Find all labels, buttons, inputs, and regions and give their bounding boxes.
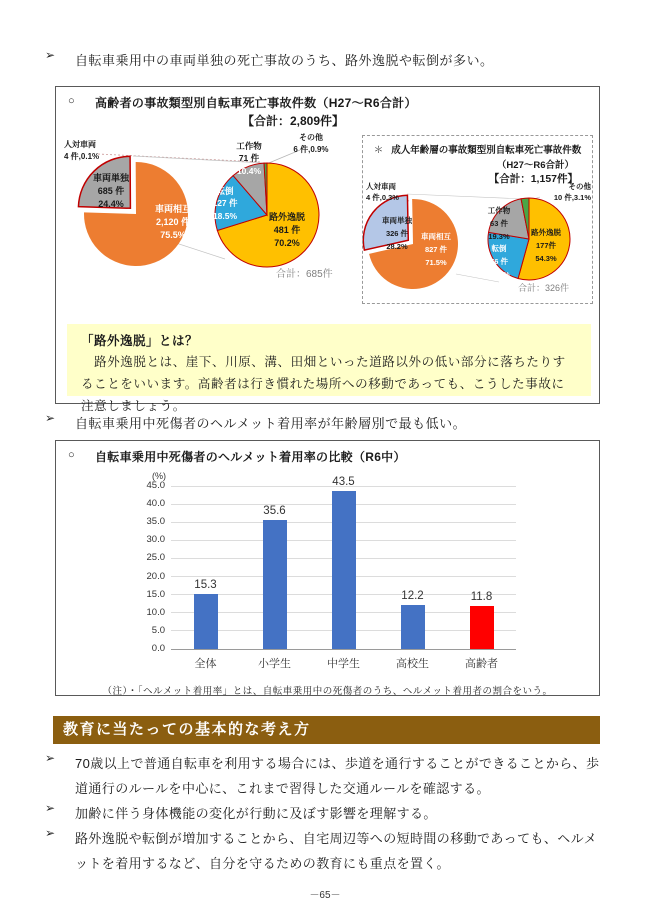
pie2-total-label: 合計：685件 <box>276 269 333 280</box>
bar-value-label: 43.5 <box>332 476 355 489</box>
slice-value: 127 件 <box>212 198 238 209</box>
panel-title: 自転車乗用中死傷者のヘルメット着用率の比較（R6中） <box>95 450 406 464</box>
slice-pct: 70.2% <box>274 238 300 249</box>
y-axis-tick-label: 15.0 <box>146 588 165 600</box>
slice-label: 路外逸脱 <box>531 228 561 237</box>
pie1-label-vehicle-single <box>83 172 139 211</box>
bar-全体 <box>194 594 218 649</box>
bar-value-label: 35.6 <box>263 505 286 518</box>
panel-title: 高齢者の事故類型別自転車死亡事故件数（H27～R6合計） <box>95 96 417 110</box>
circle-marker-icon: ○ <box>68 95 75 107</box>
pie2-label-structure-pct <box>224 165 274 177</box>
panel-total-label: 【合計：2,809件】 <box>242 114 345 128</box>
bullet-arrow-icon: ➢ <box>45 48 56 62</box>
panel-title-row <box>68 448 406 465</box>
slice-value: 326 件 <box>385 229 409 239</box>
y-axis-tick-label: 5.0 <box>151 624 165 636</box>
pie2-label-other <box>278 132 344 155</box>
slice-label: 車両相互 <box>154 204 191 214</box>
y-axis-tick-label: 10.0 <box>146 606 165 618</box>
bullet-text: 70歳以上で普通自転車を利用する場合には、歩道を通行することができることから、歩道通行のルールを中心に、これまで習得した交通ルールを確認する。 <box>75 756 600 796</box>
slice-value: 10 件,3.1% <box>553 193 591 203</box>
slice-pct: 28.2% <box>386 242 408 252</box>
asterisk-marker: ＊ <box>373 145 384 156</box>
chart-footnote: （注）・「ヘルメット着用率」とは、自転車乗用中の死傷者のうち、ヘルメット着用者の割合をいう。 <box>102 686 553 697</box>
definition-title: 「路外逸脱」とは？ <box>81 334 199 348</box>
page-number: －65－ <box>309 890 341 901</box>
slice-label: 人対車両 <box>64 140 96 149</box>
slice-label: その他 <box>568 182 591 191</box>
education-bullet-2 <box>45 801 602 826</box>
y-axis-tick-label: 40.0 <box>146 498 165 510</box>
slice-value: 63 件 <box>490 219 508 229</box>
pie2-label-off-road <box>255 211 319 250</box>
subpanel-title <box>363 142 592 156</box>
pie3-label-person-vs-vehicle <box>366 181 436 204</box>
slice-pct: 75.5% <box>160 230 186 241</box>
bullet-arrow-icon: ➢ <box>45 826 56 840</box>
y-axis-tick-label: 20.0 <box>146 570 165 582</box>
bar-value-label: 12.2 <box>401 589 424 602</box>
x-axis-category-label: 全体 <box>194 658 217 670</box>
education-bullet-3 <box>45 826 602 876</box>
bar-高齢者 <box>470 606 494 649</box>
pie4-label-other <box>521 181 591 204</box>
bullet-arrow-icon: ➢ <box>45 411 56 425</box>
bar-高校生 <box>401 605 425 649</box>
slice-label: 人対車両 <box>366 182 396 191</box>
off-road-definition-box <box>67 324 591 413</box>
slice-pct: 19.3% <box>488 232 510 242</box>
slice-value: 76 件 <box>490 257 508 267</box>
slice-pct: 24.4% <box>98 199 124 210</box>
slice-pct: 71.5% <box>425 258 447 268</box>
slice-value: 2,120 件 <box>155 217 191 228</box>
slice-label: 車両単独 <box>92 173 129 183</box>
section-header-band: 教育に当たっての基本的な考え方 <box>53 716 600 744</box>
bar-中学生 <box>332 491 356 649</box>
bar-小学生 <box>263 520 287 649</box>
circle-marker-icon: ○ <box>68 449 75 461</box>
subpanel-total: 【合計：1,157件】 <box>488 173 578 185</box>
subpanel-period: （H27～R6合計） <box>496 160 574 171</box>
slice-value: 71 件 <box>238 153 260 164</box>
slice-value: 4 件,0.1% <box>64 152 100 161</box>
elderly-accident-chart-panel <box>55 86 600 413</box>
bar-value-label: 15.3 <box>194 578 217 591</box>
slice-label: 路外逸脱 <box>268 212 305 222</box>
bullet-item-single-vehicle <box>45 48 605 73</box>
y-axis-tick-label: 35.0 <box>146 516 165 528</box>
pie3-label-vehicle-mutual <box>408 230 464 269</box>
slice-value: 827 件 <box>424 245 448 255</box>
bullet-arrow-icon: ➢ <box>45 751 56 765</box>
x-axis-category-label: 小学生 <box>258 658 291 670</box>
education-bullet-1 <box>45 751 602 801</box>
slice-pct: 54.3% <box>535 254 557 264</box>
pie2-label-fall <box>199 185 251 222</box>
y-axis-tick-label: 45.0 <box>146 480 165 491</box>
slice-label: 転倒 <box>491 244 507 253</box>
pie1-label-person-vs-vehicle <box>64 139 134 163</box>
slice-value: 177件 <box>535 241 556 251</box>
panel-title-row <box>68 94 417 111</box>
y-axis-tick-label: 30.0 <box>146 534 165 546</box>
slice-value: 481 件 <box>273 225 301 236</box>
helmet-rate-chart-panel <box>55 440 600 696</box>
pie4-label-off-road <box>515 226 577 265</box>
slice-pct: 18.5% <box>212 210 238 221</box>
slice-value: 685 件 <box>97 186 125 197</box>
bullet-text: 加齢に伴う身体機能の変化が行動に及ぼす影響を理解する。 <box>75 806 437 821</box>
slice-label: 車両単独 <box>382 216 412 225</box>
x-axis-category-label: 高齢者 <box>465 658 498 670</box>
slice-label: 車両相互 <box>421 232 451 241</box>
x-axis-category-label: 中学生 <box>327 658 360 670</box>
bullet-item-helmet <box>45 411 605 436</box>
slice-pct: 10.4% <box>236 166 262 176</box>
slice-label: その他 <box>299 133 323 142</box>
slice-label: 工作物 <box>236 141 262 151</box>
helmet-bar-chart <box>146 476 516 670</box>
x-axis-category-label: 高校生 <box>396 658 429 670</box>
slice-value: 6 件,0.9% <box>293 144 329 154</box>
bar-value-label: 11.8 <box>470 591 493 604</box>
pie4-total-label: 合計：326件 <box>518 283 570 293</box>
bullet-text: 路外逸脱や転倒が増加することから、自宅周辺等への短時間の移動であっても、ヘルメットを着用するなど、自分を守るための教育にも重点を置く。 <box>75 831 598 871</box>
definition-body: 路外逸脱とは、崖下、川原、溝、田畑といった道路以外の低い部分に落ちたりすることをいいます。高齢者は行き慣れた場所への移動であっても、こうした事故に注意しましょう。 <box>81 355 566 413</box>
bullet-text: 自転車乗用中の車両単独の死亡事故のうち、路外逸脱や転倒が多い。 <box>75 53 494 68</box>
pie2-label-structure <box>221 140 277 165</box>
subpanel-title-text: 成人年齢層の事故類型別自転車死亡事故件数 <box>391 145 582 156</box>
y-axis-tick-label: 25.0 <box>146 552 165 564</box>
bullet-text: 自転車乗用中死傷者のヘルメット着用率が年齢層別で最も低い。 <box>75 416 467 431</box>
slice-pct: 23.3% <box>488 270 510 280</box>
y-axis-tick-label: 0.0 <box>151 643 165 654</box>
y-axis-unit-label: (%) <box>152 471 166 481</box>
slice-label: 工作物 <box>487 206 511 215</box>
pie1-label-vehicle-mutual <box>142 203 204 242</box>
slice-value: 4 件,0.3% <box>366 193 399 203</box>
slice-label: 転倒 <box>216 186 234 196</box>
bullet-arrow-icon: ➢ <box>45 801 56 815</box>
